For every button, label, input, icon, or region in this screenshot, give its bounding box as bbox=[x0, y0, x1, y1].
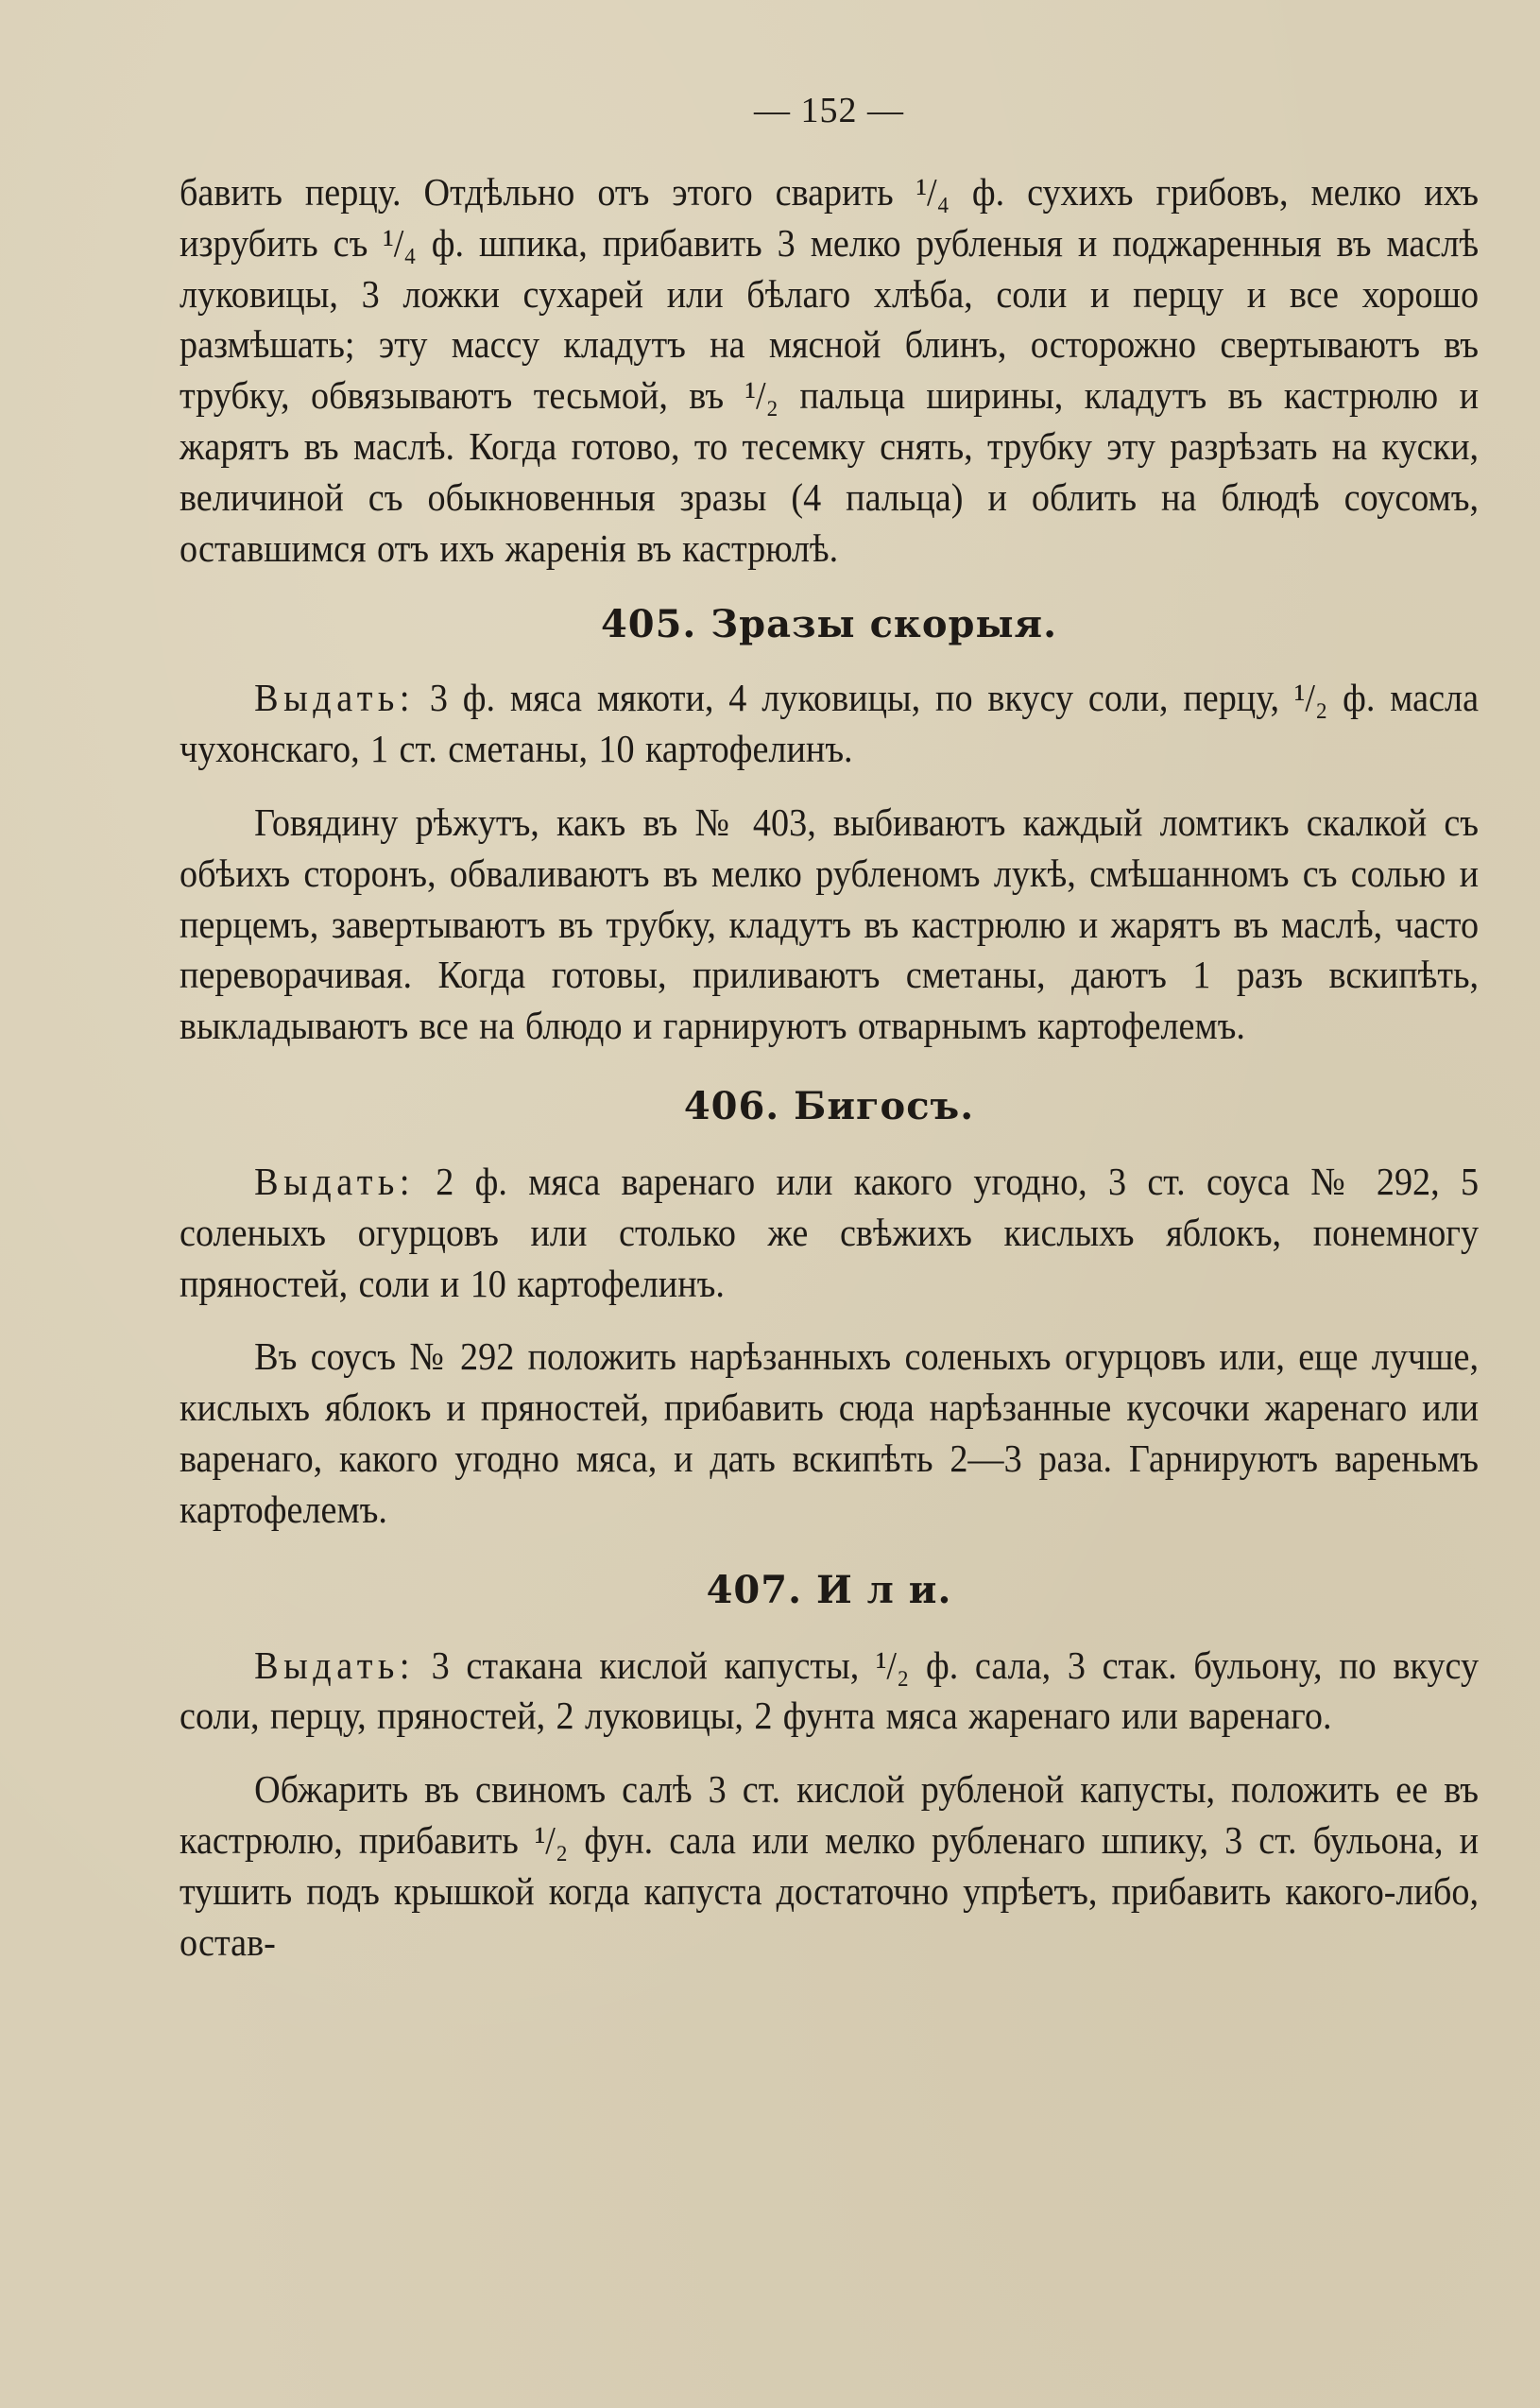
recipe-method: Въ соусъ № 292 положить нарѣзанныхъ соленыхъ огурцовъ или, еще лучше, кислыхъ яблокъ и пряностей, прибавить сюда нарѣзанные кусочки жаренаго или варенаго, какого угодно мяса, и дать вскипѣть 2—3 раза. Гарнируютъ вареньмъ картофелемъ. bbox=[180, 1334, 1480, 1531]
recipe-405 bbox=[180, 602, 1479, 1052]
book-page bbox=[180, 90, 1479, 1968]
recipe-ingredients bbox=[180, 1157, 1479, 1309]
recipe-ingredients bbox=[180, 1641, 1479, 1743]
page-number: — 152 — bbox=[754, 91, 904, 130]
recipe-title: 407. И л и. bbox=[706, 1567, 952, 1612]
issue-label: Выдать: bbox=[254, 676, 415, 720]
recipe-ingredients bbox=[180, 673, 1479, 775]
recipe-method: Обжарить въ свиномъ салѣ 3 ст. кислой рубленой капусты, положить ее въ кастрюлю, прибавить ¹/₂ фун. сала или мелко рубленаго шпику, 3 ст. бульона, и тушить подъ крышкой когда капуста достаточно упрѣетъ, прибавить какого-либо, остав- bbox=[180, 1767, 1480, 1964]
recipe-title: 405. Зразы скорыя. bbox=[600, 602, 1058, 647]
recipe-406 bbox=[180, 1084, 1479, 1536]
ingredients-text: 2 ф. мяса варенаго или какого угодно, 3 ст. соуса № 292, 5 соленыхъ огурцовъ или столько же свѣжихъ кислыхъ яблокъ, понемногу пряностей, соли и 10 картофелинъ. bbox=[180, 1159, 1480, 1305]
issue-label: Выдать: bbox=[254, 1643, 415, 1687]
recipe-407 bbox=[180, 1568, 1479, 1969]
ingredients-text: 3 ф. мяса мякоти, 4 луковицы, по вкусу соли, перцу, ¹/₂ ф. масла чухонскаго, 1 ст. сметаны, 10 картофелинъ. bbox=[180, 676, 1480, 771]
continuation-paragraph: бавить перцу. Отдѣльно отъ этого сварить ¹/₄ ф. сухихъ грибовъ, мелко ихъ изрубить съ ¹/₄ ф. шпика, прибавить 3 мелко рубленыя и поджаренныя въ маслѣ луковицы, 3 ложки сухарей или бѣлаго хлѣба, соли и перцу и все хорошо размѣшать; эту массу кладутъ на мясной блинъ, осторожно свертываютъ въ трубку, обвязываютъ тесьмой, въ ¹/₂ пальца ширины, кладутъ въ кастрюлю и жарятъ въ маслѣ. Когда готово, то тесемку снять, трубку эту разрѣзать на куски, величиной съ обыкновенныя зразы (4 пальца) и облить на блюдѣ соусомъ, оставшимся отъ ихъ жаренія въ кастрюлѣ. bbox=[180, 170, 1480, 570]
recipe-title: 406. Бигосъ. bbox=[683, 1083, 975, 1128]
recipe-method: Говядину рѣжутъ, какъ въ № 403, выбиваютъ каждый ломтикъ скалкой съ обѣихъ сторонъ, обваливаютъ въ мелко рубленомъ лукѣ, смѣшанномъ съ солью и перцемъ, завертываютъ въ трубку, кладутъ въ кастрюлю и жарятъ въ маслѣ, часто переворачивая. Когда готовы, приливаютъ сметаны, даютъ 1 разъ вскипѣть, выкладываютъ все на блюдо и гарнируютъ отварнымъ картофелемъ. bbox=[180, 800, 1480, 1048]
issue-label: Выдать: bbox=[254, 1159, 415, 1203]
ingredients-text: 3 стакана кислой капусты, ¹/₂ ф. сала, 3 стак. бульону, по вкусу соли, перцу, пряностей, 2 луковицы, 2 фунта мяса жаренаго или варенаго. bbox=[180, 1643, 1480, 1738]
